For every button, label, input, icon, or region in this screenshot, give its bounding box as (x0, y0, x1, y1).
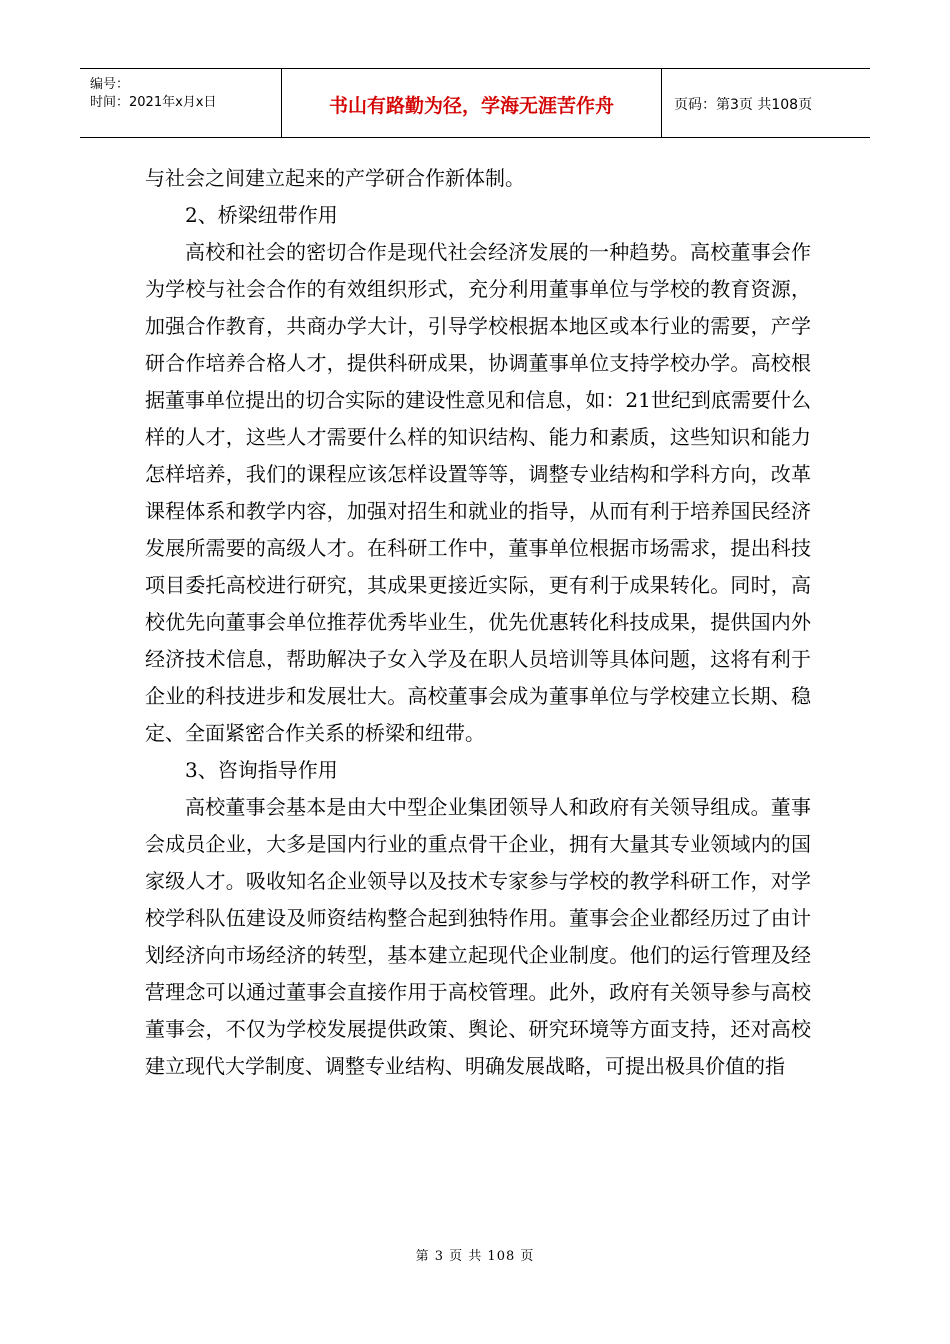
paragraph-continuation: 与社会之间建立起来的产学研合作新体制。 (145, 166, 525, 190)
paragraph-consulting: 高校董事会基本是由大中型企业集团领导人和政府有关领导组成。董事会成员企业，大多是国内行业的重点骨干企业，拥有大量其专业领域内的国家级人才。吸收知名企业领导以及技术专家参与学校的教学科研工作，对学校学科队伍建设及师资结构整合起到独特作用。董事会企业都经历过了由计划经济向市场经济的转型，基本建立起现代企业制度。他们的运行管理及经营理念可以通过董事会直接作用于高校管理。此外，政府有关领导参与高校董事会，不仅为学校发展提供政策、舆论、研究环境等方面支持，还对高校建立现代大学制度、调整专业结构、明确发展战略，可提出极具价值的指 (145, 795, 811, 1078)
header-motto-cell (282, 69, 662, 137)
header-meta-cell (80, 69, 282, 137)
page-footer: 第 3 页 共 108 页 (415, 1249, 535, 1264)
document-number-label: 编号： (90, 77, 130, 92)
document-time-label: 时间：2021年x月x日 (90, 95, 217, 110)
section-heading-bridge: 2、桥梁纽带作用 (185, 203, 338, 227)
paragraph-bridge: 高校和社会的密切合作是现代社会经济发展的一种趋势。高校董事会作为学校与社会合作的有效组织形式，充分利用董事单位与学校的教育资源，加强合作教育，共商办学大计，引导学校根据本地区或本行业的需要，产学研合作培养合格人才，提供科研成果，协调董事单位支持学校办学。高校根据董事单位提出的切合实际的建设性意见和信息，如：21世纪到底需要什么样的人才，这些人才需要什么样的知识结构、能力和素质，这些知识和能力怎样培养，我们的课程应该怎样设置等等，调整专业结构和学科方向，改革课程体系和教学内容，加强对招生和就业的指导，从而有利于培养国民经济发展所需要的高级人才。在科研工作中，董事单位根据市场需求，提出科技项目委托高校进行研究，其成果更接近实际，更有利于成果转化。同时，高校优先向董事会单位推荐优秀毕业生，优先优惠转化科技成果，提供国内外经济技术信息，帮助解决子女入学及在职人员培训等具体问题，这将有利于企业的科技进步和发展壮大。高校董事会成为董事单位与学校建立长期、稳定、全面紧密合作关系的桥梁和纽带。 (145, 240, 811, 745)
header-page-info: 页码：第3页 共108页 (674, 97, 813, 113)
header-motto: 书山有路勤为径，学海无涯苦作舟 (328, 95, 614, 117)
header-page-cell (662, 69, 870, 137)
page-header (80, 68, 870, 138)
document-body (145, 160, 811, 1085)
section-heading-consulting: 3、咨询指导作用 (185, 758, 338, 782)
